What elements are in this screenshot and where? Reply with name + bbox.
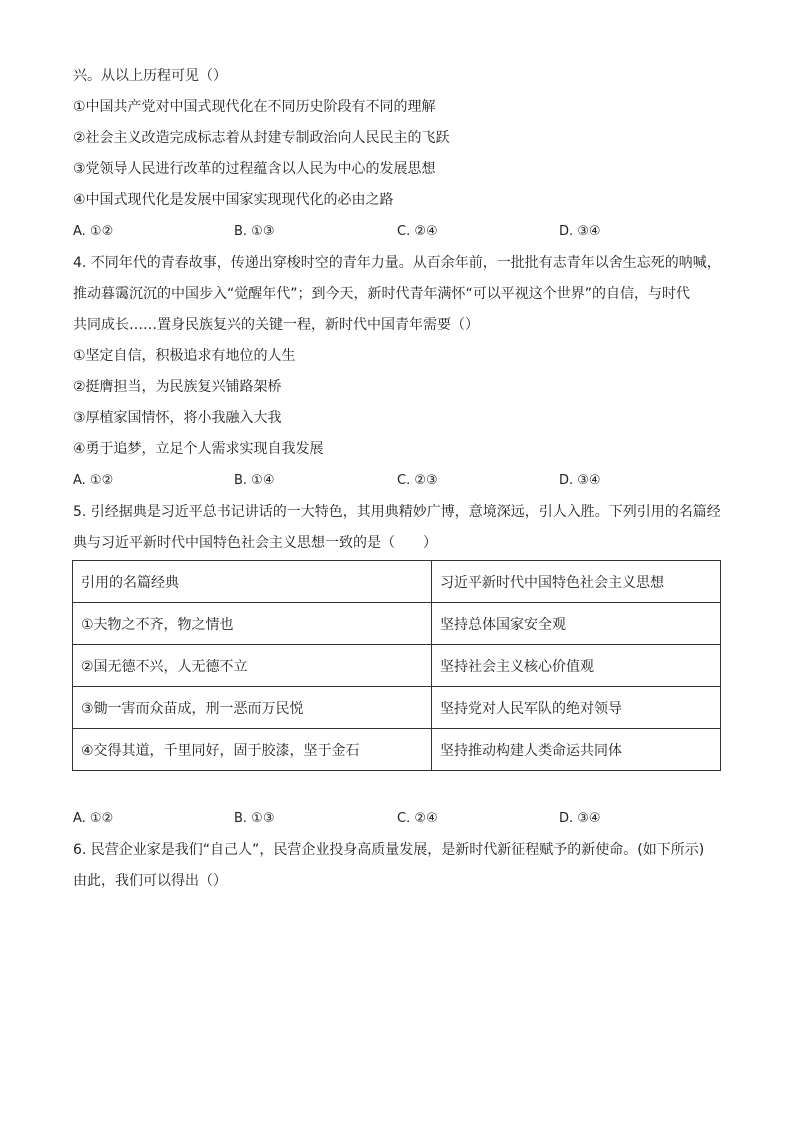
q4-option-c: C. ②③ bbox=[397, 473, 438, 488]
table-cell-principle: 坚持总体国家安全观 bbox=[432, 603, 721, 645]
table-cell-principle: 坚持党对人民军队的绝对领导 bbox=[432, 687, 721, 729]
q6-stem-line-1: 6. 民营企业家是我们“自己人”，民营企业投身高质量发展，是新时代新征程赋予的新使命。(如下所示) bbox=[73, 842, 705, 858]
q5-option-c: C. ②④ bbox=[397, 811, 438, 826]
q3-item-4: ④中国式现代化是发展中国家实现现代化的必由之路 bbox=[73, 192, 394, 208]
q6-stem-line-2: 由此，我们可以得出（） bbox=[73, 873, 227, 889]
q3-item-3: ③党领导人民进行改革的过程蕴含以人民为中心的发展思想 bbox=[73, 161, 436, 177]
table-cell-quote: ②国无德不兴，人无德不立 bbox=[73, 645, 432, 687]
table-header-classics: 引用的名篇经典 bbox=[73, 561, 432, 603]
table-row bbox=[73, 603, 721, 645]
q5-option-b: B. ①③ bbox=[234, 811, 275, 826]
table-header-row bbox=[73, 561, 721, 603]
table-row bbox=[73, 729, 721, 771]
q4-stem-line-3: 共同成长……置身民族复兴的关键一程，新时代中国青年需要（） bbox=[73, 317, 479, 333]
q4-stem-line-2: 推动暮霭沉沉的中国步入“觉醒年代”；到今天，新时代青年满怀“可以平视这个世界”的自信，与时代 bbox=[73, 286, 691, 302]
q4-item-2: ②挺膺担当，为民族复兴铺路架桥 bbox=[73, 379, 282, 395]
q5-option-d: D. ③④ bbox=[559, 811, 601, 826]
q5-table bbox=[72, 560, 721, 771]
table-cell-quote: ③锄一害而众苗成，刑一恶而万民悦 bbox=[73, 687, 432, 729]
table-row bbox=[73, 687, 721, 729]
q4-item-3: ③厚植家国情怀，将小我融入大我 bbox=[73, 410, 282, 426]
table-header-thought: 习近平新时代中国特色社会主义思想 bbox=[432, 561, 721, 603]
table-cell-quote: ④交得其道，千里同好，固于胶漆，坚于金石 bbox=[73, 729, 432, 771]
q4-item-1: ①坚定自信，积极追求有地位的人生 bbox=[73, 348, 296, 364]
table-row bbox=[73, 645, 721, 687]
q5-option-a: A. ①② bbox=[73, 811, 114, 826]
q4-option-a: A. ①② bbox=[73, 473, 114, 488]
q4-item-4: ④勇于追梦，立足个人需求实现自我发展 bbox=[73, 441, 324, 457]
q3-option-d: D. ③④ bbox=[559, 224, 601, 239]
q3-option-b: B. ①③ bbox=[234, 224, 275, 239]
q5-stem-line-2: 典与习近平新时代中国特色社会主义思想一致的是（ ） bbox=[73, 535, 437, 551]
q4-option-b: B. ①④ bbox=[234, 473, 275, 488]
q3-item-2: ②社会主义改造完成标志着从封建专制政治向人民民主的飞跃 bbox=[73, 130, 450, 146]
q5-stem-line-1: 5. 引经据典是习近平总书记讲话的一大特色，其用典精妙广博，意境深远，引人入胜。下列引用的名篇经 bbox=[73, 504, 721, 520]
table-cell-quote: ①夫物之不齐，物之情也 bbox=[73, 603, 432, 645]
table-cell-principle: 坚持推动构建人类命运共同体 bbox=[432, 729, 721, 771]
q3-item-1: ①中国共产党对中国式现代化在不同历史阶段有不同的理解 bbox=[73, 99, 436, 115]
q3-option-c: C. ②④ bbox=[397, 224, 438, 239]
q3-stem-end: 兴。从以上历程可见（） bbox=[73, 68, 227, 84]
q4-option-d: D. ③④ bbox=[559, 473, 601, 488]
table-cell-principle: 坚持社会主义核心价值观 bbox=[432, 645, 721, 687]
q3-option-a: A. ①② bbox=[73, 224, 114, 239]
q4-stem-line-1: 4. 不同年代的青春故事，传递出穿梭时空的青年力量。从百余年前，一批批有志青年以舍生忘死的呐喊， bbox=[73, 255, 721, 271]
